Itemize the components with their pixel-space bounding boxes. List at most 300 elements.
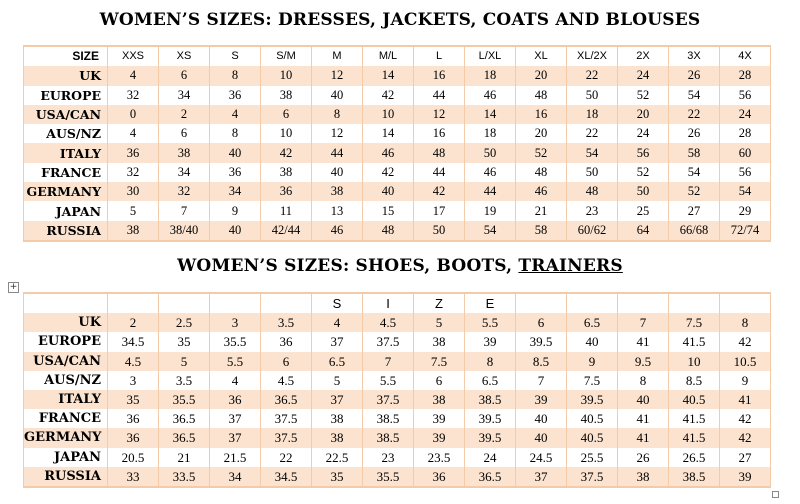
table-cell: 40.5 <box>567 428 618 447</box>
row-label: RUSSIA <box>24 221 108 241</box>
table-cell: 56 <box>720 163 771 182</box>
table-cell: 41 <box>720 390 771 409</box>
size-letter: I <box>363 293 414 313</box>
table-row <box>24 105 771 124</box>
table-cell: 24.5 <box>516 448 567 467</box>
table-cell: 46 <box>363 143 414 162</box>
table-cell: 44 <box>465 182 516 201</box>
table-cell: 16 <box>414 66 465 85</box>
size-header-cell: 4X <box>720 46 771 66</box>
table-cell: 39.5 <box>516 332 567 351</box>
table-cell: 42 <box>720 332 771 351</box>
table-cell: 5 <box>414 313 465 332</box>
table-cell: 0 <box>108 105 159 124</box>
table-cell: 36 <box>210 163 261 182</box>
table-cell: 24 <box>465 448 516 467</box>
table-cell: 25.5 <box>567 448 618 467</box>
size-header-cell: XL <box>516 46 567 66</box>
table-cell: 38 <box>108 221 159 241</box>
table-cell: 46 <box>465 86 516 105</box>
table-cell: 12 <box>312 124 363 143</box>
table-cell: 37 <box>312 332 363 351</box>
table-cell: 21 <box>159 448 210 467</box>
table-cell: 6 <box>159 124 210 143</box>
header-empty-cell <box>210 293 261 313</box>
size-header-cell: S <box>210 46 261 66</box>
size-header-cell: M <box>312 46 363 66</box>
header-empty-cell <box>669 293 720 313</box>
row-label: JAPAN <box>24 448 108 467</box>
table-cell: 24 <box>720 105 771 124</box>
table-cell: 7.5 <box>567 371 618 390</box>
table-cell: 37 <box>516 467 567 487</box>
table-row <box>24 201 771 220</box>
table-cell: 42/44 <box>261 221 312 241</box>
table-cell: 44 <box>414 163 465 182</box>
table-cell: 37.5 <box>261 428 312 447</box>
table-cell: 35 <box>312 467 363 487</box>
table-row <box>24 352 771 371</box>
table-cell: 32 <box>159 182 210 201</box>
table-row <box>24 221 771 241</box>
table-cell: 13 <box>312 201 363 220</box>
table-cell: 38 <box>414 332 465 351</box>
table-cell: 40 <box>312 86 363 105</box>
table-cell: 39 <box>414 409 465 428</box>
table-cell: 4.5 <box>261 371 312 390</box>
table-cell: 6.5 <box>567 313 618 332</box>
table-cell: 3 <box>210 313 261 332</box>
table-cell: 6 <box>414 371 465 390</box>
shoes-title <box>0 256 800 276</box>
header-empty-cell <box>159 293 210 313</box>
table-cell: 10 <box>363 105 414 124</box>
table-cell: 27 <box>720 448 771 467</box>
table-cell: 8 <box>720 313 771 332</box>
table-cell: 40 <box>312 163 363 182</box>
shoes-title-main: WOMEN’S SIZES: SHOES, BOOTS, <box>177 256 519 276</box>
table-cell: 58 <box>669 143 720 162</box>
table-cell: 22.5 <box>312 448 363 467</box>
row-label: AUS/NZ <box>24 124 108 143</box>
table-cell: 40 <box>516 409 567 428</box>
table-row <box>24 428 771 447</box>
row-label: UK <box>24 66 108 85</box>
shoe-size-table <box>23 292 771 488</box>
table-cell: 38 <box>159 143 210 162</box>
row-label: FRANCE <box>24 163 108 182</box>
table-cell: 42 <box>720 409 771 428</box>
table-cell: 39.5 <box>465 409 516 428</box>
table-cell: 37.5 <box>567 467 618 487</box>
table-cell: 37 <box>312 390 363 409</box>
header-empty-cell <box>261 293 312 313</box>
table-move-handle-icon[interactable]: + <box>9 282 18 292</box>
table-row <box>24 467 771 487</box>
table-cell: 4 <box>210 105 261 124</box>
table-cell: 39 <box>414 428 465 447</box>
table-cell: 39 <box>465 332 516 351</box>
table-cell: 14 <box>363 124 414 143</box>
header-empty-cell <box>618 293 669 313</box>
table-cell: 21 <box>516 201 567 220</box>
table-cell: 6.5 <box>465 371 516 390</box>
table-cell: 34 <box>159 163 210 182</box>
table-cell: 50 <box>618 182 669 201</box>
row-label: USA/CAN <box>24 105 108 124</box>
table-cell: 38 <box>312 409 363 428</box>
table-cell: 46 <box>312 221 363 241</box>
clothing-title: WOMEN’S SIZES: DRESSES, JACKETS, COATS AND BLOUSES <box>99 10 701 30</box>
table-cell: 7.5 <box>414 352 465 371</box>
table-cell: 35.5 <box>210 332 261 351</box>
table-cell: 10 <box>261 124 312 143</box>
table-cell: 7 <box>159 201 210 220</box>
header-empty-cell <box>720 293 771 313</box>
table-cell: 23 <box>567 201 618 220</box>
table-cell: 39.5 <box>567 390 618 409</box>
table-cell: 36 <box>414 467 465 487</box>
table-cell: 50 <box>567 163 618 182</box>
table-cell: 37.5 <box>363 332 414 351</box>
table-cell: 20.5 <box>108 448 159 467</box>
table-cell: 4 <box>210 371 261 390</box>
table-cell: 11 <box>261 201 312 220</box>
table-cell: 35 <box>108 390 159 409</box>
table-cell: 38.5 <box>363 409 414 428</box>
table-cell: 58 <box>516 221 567 241</box>
table-cell: 8 <box>618 371 669 390</box>
table-cell: 40 <box>567 332 618 351</box>
size-header-cell: S/M <box>261 46 312 66</box>
row-label: AUS/NZ <box>24 371 108 390</box>
table-cell: 50 <box>414 221 465 241</box>
table-cell: 48 <box>516 86 567 105</box>
table-cell: 34 <box>210 182 261 201</box>
table-cell: 38 <box>414 390 465 409</box>
table-cell: 40 <box>516 428 567 447</box>
table-cell: 5 <box>159 352 210 371</box>
size-header-cell: 3X <box>669 46 720 66</box>
table-cell: 26 <box>618 448 669 467</box>
table-cell: 54 <box>669 86 720 105</box>
table-cell: 28 <box>720 66 771 85</box>
table-cell: 18 <box>567 105 618 124</box>
table-cell: 41.5 <box>669 332 720 351</box>
table-cell: 22 <box>261 448 312 467</box>
table-cell: 56 <box>618 143 669 162</box>
table-cell: 54 <box>669 163 720 182</box>
table-row <box>24 332 771 351</box>
table-cell: 25 <box>618 201 669 220</box>
table-cell: 34.5 <box>261 467 312 487</box>
table-cell: 52 <box>516 143 567 162</box>
table-cell: 8.5 <box>516 352 567 371</box>
table-cell: 15 <box>363 201 414 220</box>
table-cell: 2 <box>108 313 159 332</box>
table-row <box>24 182 771 201</box>
clothing-size-table <box>23 45 771 242</box>
table-cell: 7 <box>618 313 669 332</box>
table-cell: 36 <box>210 390 261 409</box>
table-cell: 7 <box>363 352 414 371</box>
header-row <box>24 46 771 66</box>
table-cell: 3 <box>108 371 159 390</box>
table-cell: 2 <box>159 105 210 124</box>
size-letters-row <box>24 293 771 313</box>
table-cell: 41.5 <box>669 428 720 447</box>
table-cell: 44 <box>312 143 363 162</box>
table-cell: 52 <box>618 86 669 105</box>
size-header-cell: L/XL <box>465 46 516 66</box>
table-cell: 32 <box>108 163 159 182</box>
table-cell: 27 <box>669 201 720 220</box>
table-cell: 41.5 <box>669 409 720 428</box>
table-cell: 10 <box>261 66 312 85</box>
table-row <box>24 163 771 182</box>
table-cell: 34 <box>159 86 210 105</box>
table-cell: 6 <box>516 313 567 332</box>
table-cell: 48 <box>363 221 414 241</box>
table-cell: 8 <box>465 352 516 371</box>
table-cell: 16 <box>516 105 567 124</box>
table-cell: 5.5 <box>210 352 261 371</box>
size-header-cell: XS <box>159 46 210 66</box>
table-cell: 4 <box>312 313 363 332</box>
table-cell: 36.5 <box>465 467 516 487</box>
table-cell: 64 <box>618 221 669 241</box>
size-letter: S <box>312 293 363 313</box>
table-cell: 5 <box>108 201 159 220</box>
table-cell: 28 <box>720 124 771 143</box>
table-cell: 39 <box>720 467 771 487</box>
table-cell: 10 <box>669 352 720 371</box>
table-cell: 40 <box>618 390 669 409</box>
table-cell: 42 <box>720 428 771 447</box>
table-cell: 29 <box>720 201 771 220</box>
table-row <box>24 371 771 390</box>
table-cell: 38.5 <box>669 467 720 487</box>
table-cell: 60 <box>720 143 771 162</box>
table-cell: 32 <box>108 86 159 105</box>
table-cell: 24 <box>618 124 669 143</box>
table-cell: 37.5 <box>363 390 414 409</box>
table-cell: 39 <box>516 390 567 409</box>
size-header-cell: 2X <box>618 46 669 66</box>
table-cell: 26.5 <box>669 448 720 467</box>
table-cell: 50 <box>465 143 516 162</box>
table-cell: 66/68 <box>669 221 720 241</box>
table-cell: 6.5 <box>312 352 363 371</box>
table-cell: 38/40 <box>159 221 210 241</box>
table-cell: 8.5 <box>669 371 720 390</box>
table-cell: 9.5 <box>618 352 669 371</box>
table-cell: 35.5 <box>363 467 414 487</box>
table-cell: 36.5 <box>159 428 210 447</box>
size-header-cell: M/L <box>363 46 414 66</box>
table-cell: 60/62 <box>567 221 618 241</box>
table-cell: 14 <box>465 105 516 124</box>
table-cell: 38.5 <box>465 390 516 409</box>
table-cell: 12 <box>312 66 363 85</box>
table-row <box>24 448 771 467</box>
table-cell: 38 <box>618 467 669 487</box>
table-cell: 41 <box>618 428 669 447</box>
table-row <box>24 390 771 409</box>
size-header-cell: XL/2X <box>567 46 618 66</box>
table-cell: 3.5 <box>159 371 210 390</box>
table-cell: 6 <box>261 352 312 371</box>
table-cell: 7 <box>516 371 567 390</box>
table-resize-handle[interactable] <box>772 491 779 498</box>
table-cell: 36.5 <box>261 390 312 409</box>
table-cell: 14 <box>363 66 414 85</box>
table-cell: 8 <box>210 124 261 143</box>
table-cell: 9 <box>210 201 261 220</box>
table-row <box>24 313 771 332</box>
size-header-cell: L <box>414 46 465 66</box>
table-cell: 52 <box>669 182 720 201</box>
table-cell: 10.5 <box>720 352 771 371</box>
table-cell: 20 <box>516 66 567 85</box>
table-cell: 9 <box>720 371 771 390</box>
table-cell: 4.5 <box>108 352 159 371</box>
table-cell: 36 <box>210 86 261 105</box>
table-cell: 48 <box>516 163 567 182</box>
table-cell: 37 <box>210 409 261 428</box>
table-cell: 42 <box>363 86 414 105</box>
row-label: ITALY <box>24 143 108 162</box>
table-cell: 8 <box>210 66 261 85</box>
table-cell: 44 <box>414 86 465 105</box>
table-cell: 46 <box>516 182 567 201</box>
table-cell: 35.5 <box>159 390 210 409</box>
table-cell: 40.5 <box>669 390 720 409</box>
table-cell: 9 <box>567 352 618 371</box>
table-cell: 38 <box>261 163 312 182</box>
table-cell: 37.5 <box>261 409 312 428</box>
table-cell: 38 <box>312 428 363 447</box>
table-cell: 56 <box>720 86 771 105</box>
table-cell: 40 <box>363 182 414 201</box>
row-label: GERMANY <box>24 182 108 201</box>
table-cell: 30 <box>108 182 159 201</box>
table-cell: 40 <box>210 221 261 241</box>
table-row <box>24 409 771 428</box>
table-cell: 52 <box>618 163 669 182</box>
table-cell: 7.5 <box>669 313 720 332</box>
row-label: USA/CAN <box>24 352 108 371</box>
row-label: EUROPE <box>24 332 108 351</box>
table-cell: 36 <box>261 332 312 351</box>
row-label: EUROPE <box>24 86 108 105</box>
table-cell: 42 <box>414 182 465 201</box>
table-cell: 38 <box>312 182 363 201</box>
table-cell: 2.5 <box>159 313 210 332</box>
table-cell: 40 <box>210 143 261 162</box>
table-cell: 36 <box>108 428 159 447</box>
header-empty-cell <box>567 293 618 313</box>
table-row <box>24 124 771 143</box>
header-empty-cell <box>108 293 159 313</box>
table-cell: 4 <box>108 124 159 143</box>
table-cell: 21.5 <box>210 448 261 467</box>
table-cell: 41 <box>618 409 669 428</box>
table-row <box>24 86 771 105</box>
table-cell: 54 <box>567 143 618 162</box>
table-cell: 20 <box>618 105 669 124</box>
table-cell: 5.5 <box>363 371 414 390</box>
table-cell: 33 <box>108 467 159 487</box>
table-cell: 24 <box>618 66 669 85</box>
table-cell: 22 <box>567 124 618 143</box>
table-cell: 3.5 <box>261 313 312 332</box>
table-cell: 40.5 <box>567 409 618 428</box>
table-cell: 23 <box>363 448 414 467</box>
size-letter: E <box>465 293 516 313</box>
table-cell: 22 <box>567 66 618 85</box>
table-cell: 36.5 <box>159 409 210 428</box>
table-cell: 39.5 <box>465 428 516 447</box>
shoes-title-underlined: TRAINERS <box>518 256 623 276</box>
table-cell: 54 <box>720 182 771 201</box>
row-label: ITALY <box>24 390 108 409</box>
table-cell: 46 <box>465 163 516 182</box>
row-label: UK <box>24 313 108 332</box>
row-label: RUSSIA <box>24 467 108 487</box>
row-label: GERMANY <box>24 428 108 447</box>
table-cell: 6 <box>261 105 312 124</box>
header-empty-cell <box>24 293 108 313</box>
table-cell: 8 <box>312 105 363 124</box>
table-cell: 33.5 <box>159 467 210 487</box>
table-cell: 26 <box>669 66 720 85</box>
header-empty-cell <box>516 293 567 313</box>
table-cell: 36 <box>108 143 159 162</box>
table-cell: 6 <box>159 66 210 85</box>
table-cell: 36 <box>108 409 159 428</box>
table-cell: 17 <box>414 201 465 220</box>
table-cell: 72/74 <box>720 221 771 241</box>
row-label: JAPAN <box>24 201 108 220</box>
table-cell: 16 <box>414 124 465 143</box>
table-cell: 38 <box>261 86 312 105</box>
table-cell: 54 <box>465 221 516 241</box>
table-cell: 5.5 <box>465 313 516 332</box>
table-cell: 48 <box>567 182 618 201</box>
table-cell: 18 <box>465 124 516 143</box>
table-cell: 22 <box>669 105 720 124</box>
size-header-cell: XXS <box>108 46 159 66</box>
table-cell: 36 <box>261 182 312 201</box>
table-cell: 12 <box>414 105 465 124</box>
table-cell: 20 <box>516 124 567 143</box>
table-row <box>24 66 771 85</box>
header-size-label: SIZE <box>24 46 108 66</box>
table-cell: 34 <box>210 467 261 487</box>
table-cell: 38.5 <box>363 428 414 447</box>
table-cell: 5 <box>312 371 363 390</box>
table-cell: 34.5 <box>108 332 159 351</box>
table-cell: 19 <box>465 201 516 220</box>
table-cell: 41 <box>618 332 669 351</box>
table-cell: 4.5 <box>363 313 414 332</box>
table-cell: 4 <box>108 66 159 85</box>
size-letter: Z <box>414 293 465 313</box>
row-label: FRANCE <box>24 409 108 428</box>
table-cell: 26 <box>669 124 720 143</box>
table-cell: 50 <box>567 86 618 105</box>
